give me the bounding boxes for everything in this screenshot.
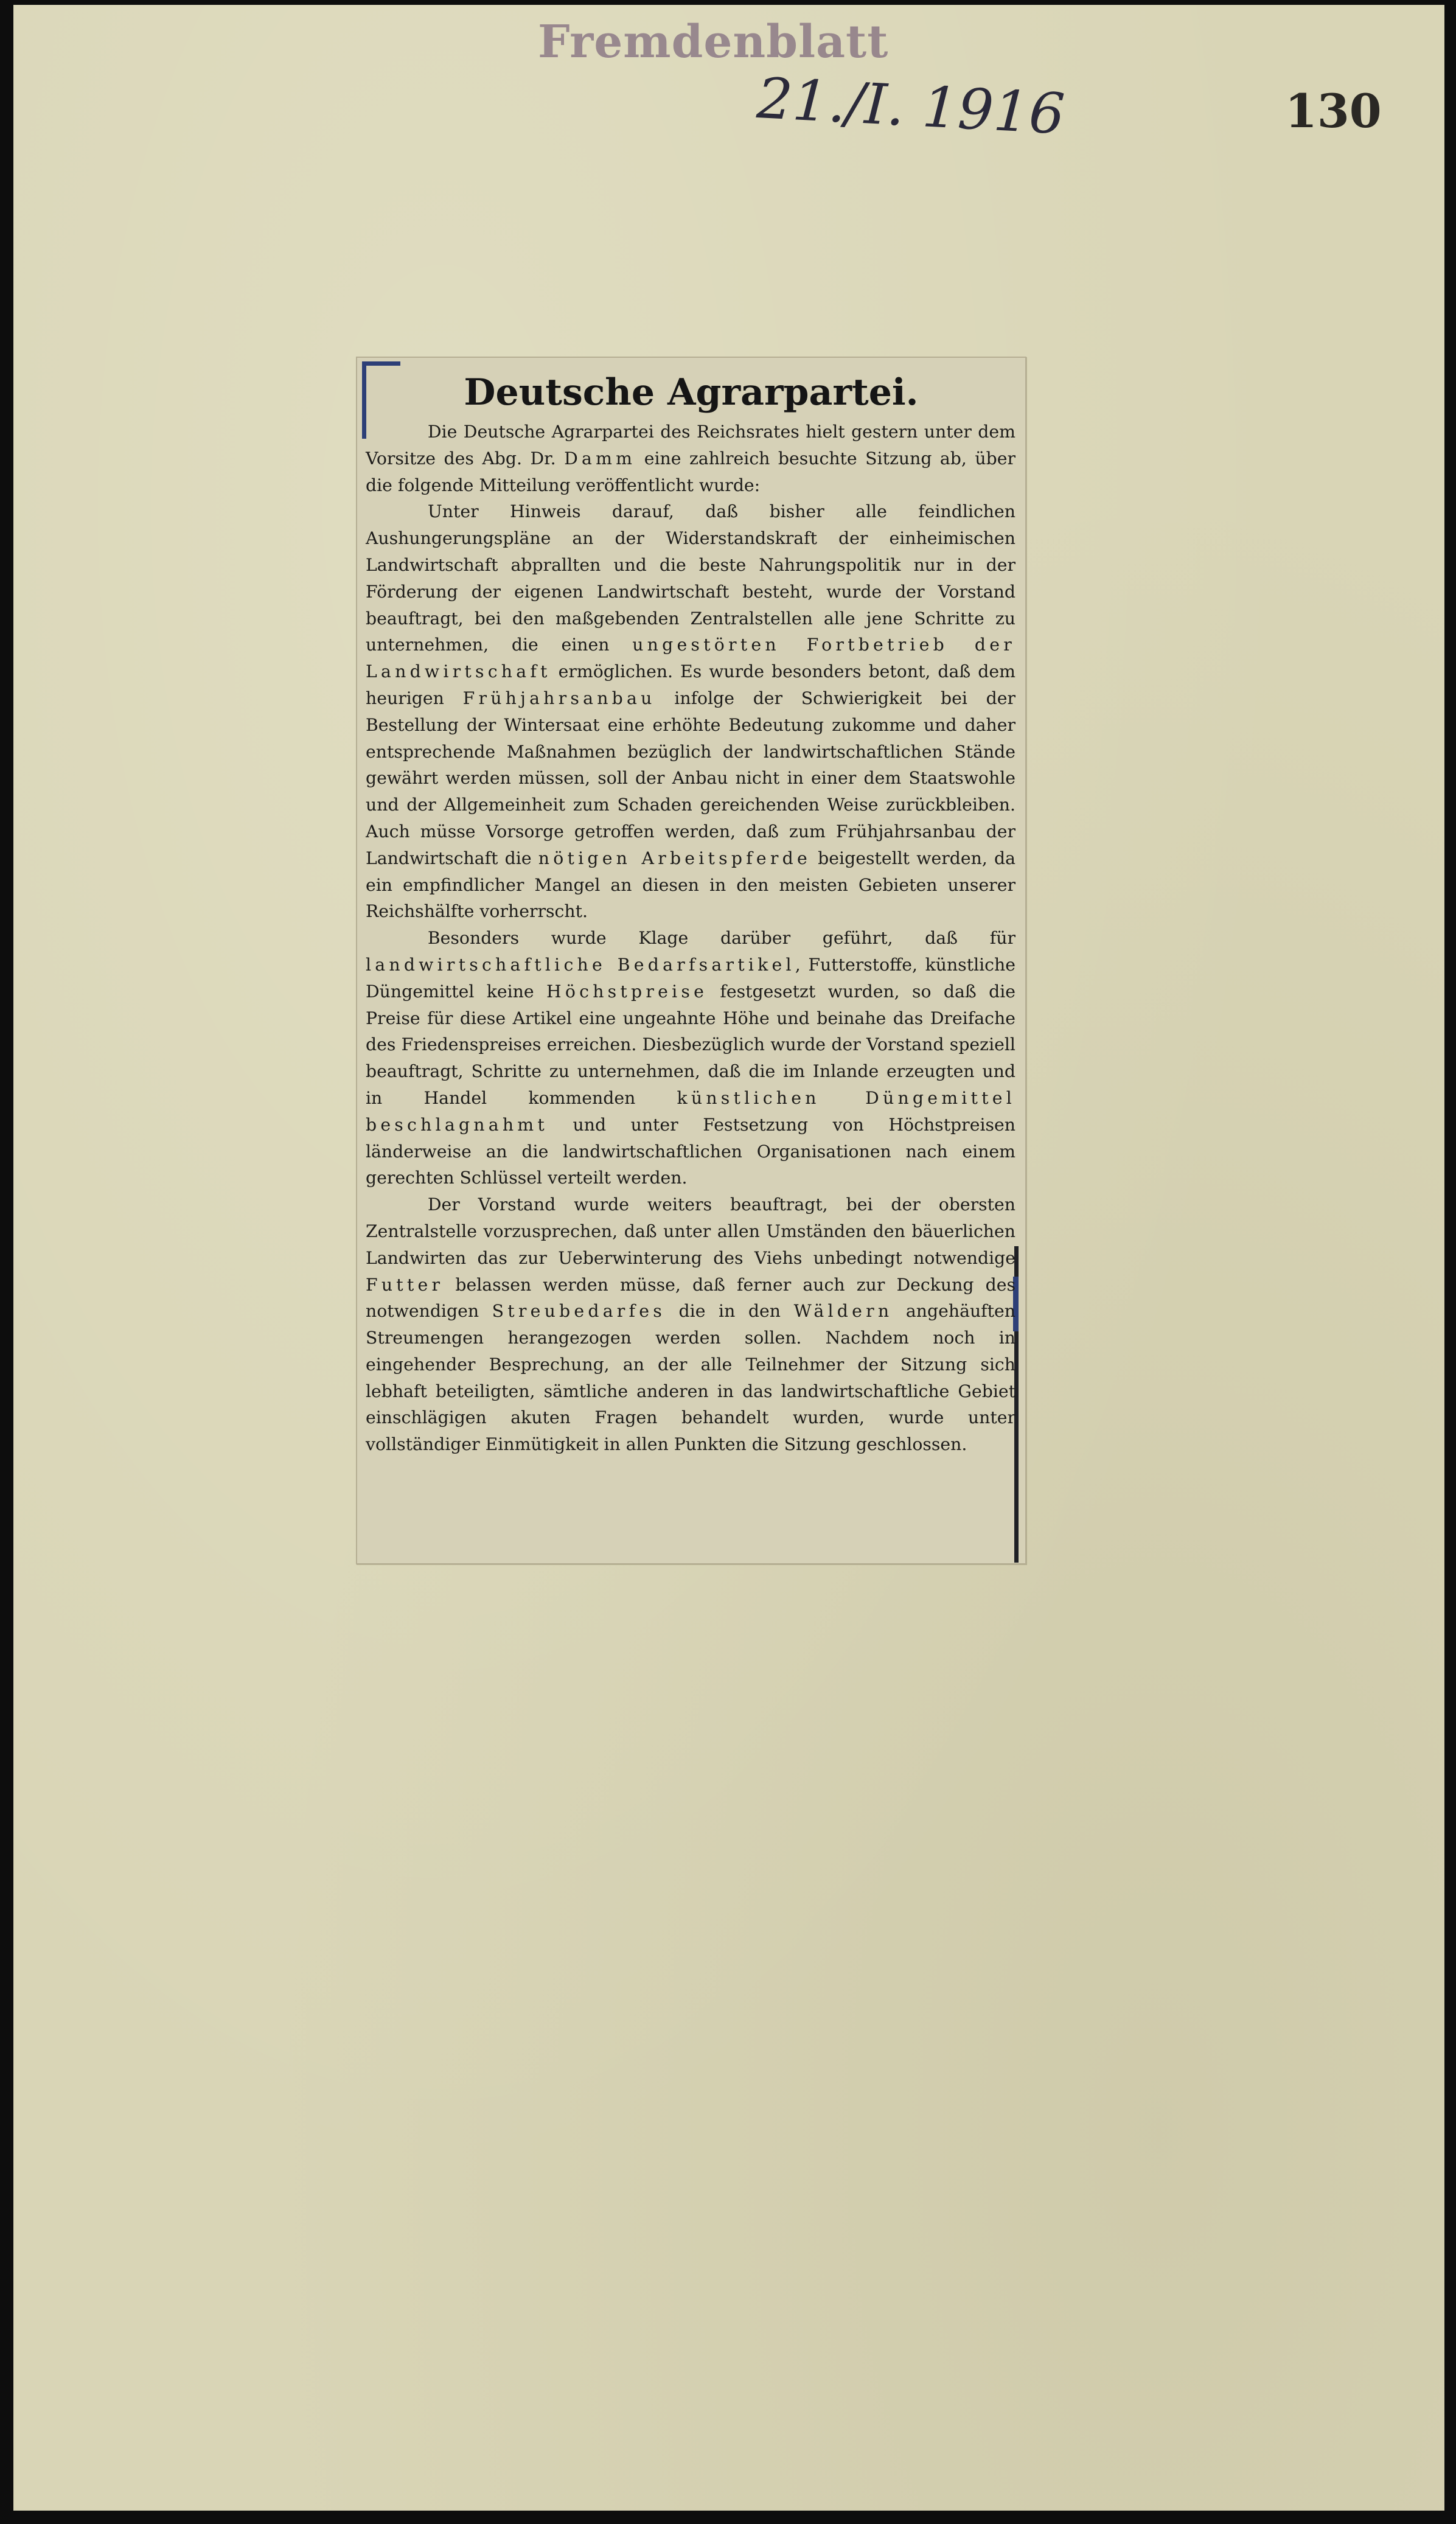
newspaper-clipping bbox=[356, 357, 1026, 1564]
emphasized-text: ungestörten Fortbetrieb der Landwirtschaft bbox=[366, 635, 1015, 682]
paragraph-text: Unter Hinweis darauf, daß bisher alle feindlichen Aushungerungspläne an der Widerstandskraft der einheimischen Landwirtschaft abprallten und die beste Nahrungspolitik nur in der Förderung der eigenen Landwirtschaft besteht, wurde der Vorstand beauftragt, bei den maßgebenden Zentralstellen alle jene Schritte zu unternehmen, die einen bbox=[366, 501, 1015, 655]
emphasized-text: Höchstpreise bbox=[546, 981, 708, 1002]
archive-sheet bbox=[13, 5, 1444, 2511]
emphasized-text: Streubedarfes bbox=[492, 1301, 666, 1322]
paragraph-text: und unter Festsetzung von Höchstpreisen länderweise an die landwirtschaftlichen Organisationen nach einem gerechten Schlüssel verteilt werden. bbox=[366, 1114, 1015, 1188]
paragraph-text: eine zahlreich besuchte Sitzung ab, über die folgende Mitteilung veröffentlicht wurde: bbox=[366, 448, 1015, 495]
article-paragraph bbox=[366, 1191, 1015, 1458]
page-number: 130 bbox=[1285, 84, 1382, 138]
newspaper-stamp: Fremdenblatt bbox=[538, 16, 889, 68]
paragraph-text: infolge der Schwierigkeit bei der Bestellung der Wintersaat eine erhöhte Bedeutung zukomme und daher entsprechende Maßnahmen bezüglich der landwirtschaftlichen Stände gewährt werden müssen, soll der Anbau nicht in einer dem Staatswohle und der Allgemeinheit zum Schaden gereichenden Weise zurückbleiben. Auch müsse Vorsorge getroffen werden, daß zum Frühjahrsanbau der Landwirtschaft die bbox=[366, 688, 1015, 868]
paragraph-text: Der Vorstand wurde weiters beauftragt, bei der obersten Zentralstelle vorzusprechen, daß unter allen Umständen den bäuerlichen Landwirten das zur Ueberwinterung des Viehs unbedingt notwendige bbox=[366, 1194, 1015, 1268]
emphasized-text: Futter bbox=[366, 1274, 444, 1295]
article-body bbox=[366, 419, 1015, 1458]
paragraph-text: festgesetzt wurden, so daß die Preise für diese Artikel eine ungeahnte Höhe und beinahe das Dreifache des Friedenspreises erreichen. Diesbezüglich wurde der Vorstand speziell beauftragt, Schritte zu unternehmen, daß die im Inlande erzeugten und in Handel kommenden bbox=[366, 981, 1015, 1108]
article-paragraph bbox=[366, 498, 1015, 925]
paragraph-text: ermöglichen. Es wurde besonders betont, daß dem heurigen bbox=[366, 661, 1015, 708]
paragraph-text: Besonders wurde Klage darüber geführt, daß für bbox=[427, 928, 1015, 949]
paragraph-text: beigestellt werden, da ein empfindlicher Mangel an diesen in den meisten Gebieten unserer Reichshälfte vorherrscht. bbox=[366, 848, 1015, 922]
emphasized-text: künstlichen Düngemittel beschlagnahmt bbox=[366, 1087, 1015, 1135]
paragraph-text: angehäuften Streumengen herangezogen werden sollen. Nachdem noch in eingehender Besprechung, an der alle Teilnehmer der Sitzung sich lebhaft beteiligten, sämtliche anderen in das landwirtschaftliche Gebiet einschlägigen akuten Fragen behandelt wurden, wurde unter vollständiger Einmütigkeit in allen Punkten die Sitzung geschlossen. bbox=[366, 1301, 1015, 1455]
emphasized-text: landwirtschaftliche Bedarfsartikel bbox=[366, 954, 795, 975]
handwritten-date: 21./I. 1916 bbox=[755, 66, 1067, 147]
emphasized-text: nötigen Arbeitspferde bbox=[538, 848, 811, 868]
emphasized-text: Frühjahrsanbau bbox=[462, 688, 656, 708]
paragraph-text: , Futterstoffe, künstliche Düngemittel keine bbox=[366, 954, 1015, 1002]
article-paragraph bbox=[366, 925, 1015, 1191]
article-paragraph bbox=[366, 419, 1015, 498]
article-title: Deutsche Agrarpartei. bbox=[464, 371, 919, 414]
paragraph-text: die in den bbox=[665, 1301, 794, 1322]
emphasized-text: Damm bbox=[564, 448, 636, 469]
emphasized-text: Wäldern bbox=[793, 1301, 893, 1322]
paragraph-text: Die Deutsche Agrarpartei des Reichsrates hielt gestern unter dem Vorsitze des Abg. Dr. bbox=[366, 422, 1015, 469]
paragraph-text: belassen werden müsse, daß ferner auch zur Deckung des notwendigen bbox=[366, 1274, 1015, 1322]
